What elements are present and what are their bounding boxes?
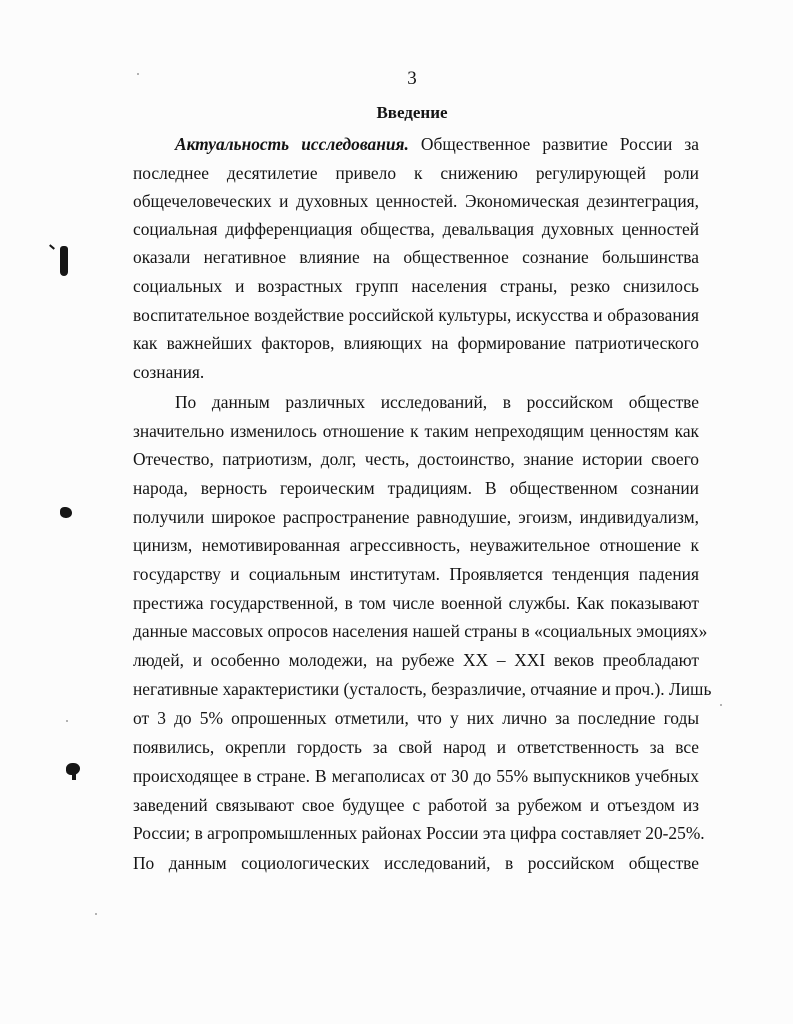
scan-blot-1b bbox=[49, 244, 55, 249]
scan-speck bbox=[95, 913, 97, 915]
paragraph-line: По данным социологических исследований, в российском обществе bbox=[133, 853, 699, 873]
paragraph-line: людей, и особенно молодежи, на рубеже XX – XXI веков преобладают bbox=[133, 650, 699, 670]
paragraph-line: последнее десятилетие привело к снижению регулирующей роли bbox=[133, 163, 699, 183]
paragraph-line: Актуальность исследования. Общественное развитие России за bbox=[175, 134, 699, 154]
paragraph-line: появились, окрепли гордость за свой народ и ответственность за все bbox=[133, 737, 699, 757]
scan-blot-1 bbox=[60, 246, 68, 276]
paragraph-line: общечеловеческих и духовных ценностей. Экономическая дезинтеграция, bbox=[133, 191, 699, 211]
scan-speck bbox=[720, 704, 722, 706]
page-number: 3 bbox=[407, 68, 417, 89]
paragraph-line: оказали негативное влияние на общественное сознание большинства bbox=[133, 247, 699, 267]
scan-blot-3b bbox=[72, 774, 76, 780]
paragraph-line: данные массовых опросов населения нашей страны в «социальных эмоциях» bbox=[133, 621, 708, 641]
paragraph-line: воспитательное воздействие российской культуры, искусства и образования bbox=[133, 305, 699, 325]
paragraph-line: государству и социальным институтам. Проявляется тенденция падения bbox=[133, 564, 699, 584]
paragraph-line: народа, верность героическим традициям. В общественном сознании bbox=[133, 478, 699, 498]
paragraph-line: Отечество, патриотизм, долг, честь, достоинство, знание истории своего bbox=[133, 449, 699, 469]
paragraph-line: значительно изменилось отношение к таким непреходящим ценностям как bbox=[133, 421, 699, 441]
keyword-relevance: Актуальность исследования. bbox=[175, 134, 409, 154]
paragraph-line: негативные характеристики (усталость, безразличие, отчаяние и проч.). Лишь bbox=[133, 679, 712, 699]
paragraph-line: социальных и возрастных групп населения страны, резко снизилось bbox=[133, 276, 699, 296]
section-heading: Введение bbox=[376, 103, 448, 122]
scan-speck bbox=[137, 73, 139, 75]
paragraph-line: как важнейших факторов, влияющих на формирование патриотического bbox=[133, 333, 699, 353]
paragraph-line: сознания. bbox=[133, 362, 205, 382]
scan-blot-2 bbox=[60, 507, 72, 518]
paragraph-line: происходящее в стране. В мегаполисах от 30 до 55% выпускников учебных bbox=[133, 766, 699, 786]
scan-speck bbox=[66, 720, 68, 722]
paragraph-line: престижа государственной, в том числе военной службы. Как показывают bbox=[133, 593, 699, 613]
paragraph-line: социальная дифференциация общества, девальвация духовных ценностей bbox=[133, 219, 699, 239]
paragraph-line: получили широкое распространение равнодушие, эгоизм, индивидуализм, bbox=[133, 507, 699, 527]
paragraph-line: от 3 до 5% опрошенных отметили, что у них лично за последние годы bbox=[133, 708, 699, 728]
paragraph-line: заведений связывают свое будущее с работой за рубежом и отъездом из bbox=[133, 795, 699, 815]
paragraph-line: России; в агропромышленных районах России эта цифра составляет 20-25%. bbox=[133, 823, 705, 843]
paragraph-line: По данным различных исследований, в российском обществе bbox=[175, 392, 699, 412]
paragraph-line: цинизм, немотивированная агрессивность, неуважительное отношение к bbox=[133, 535, 699, 555]
